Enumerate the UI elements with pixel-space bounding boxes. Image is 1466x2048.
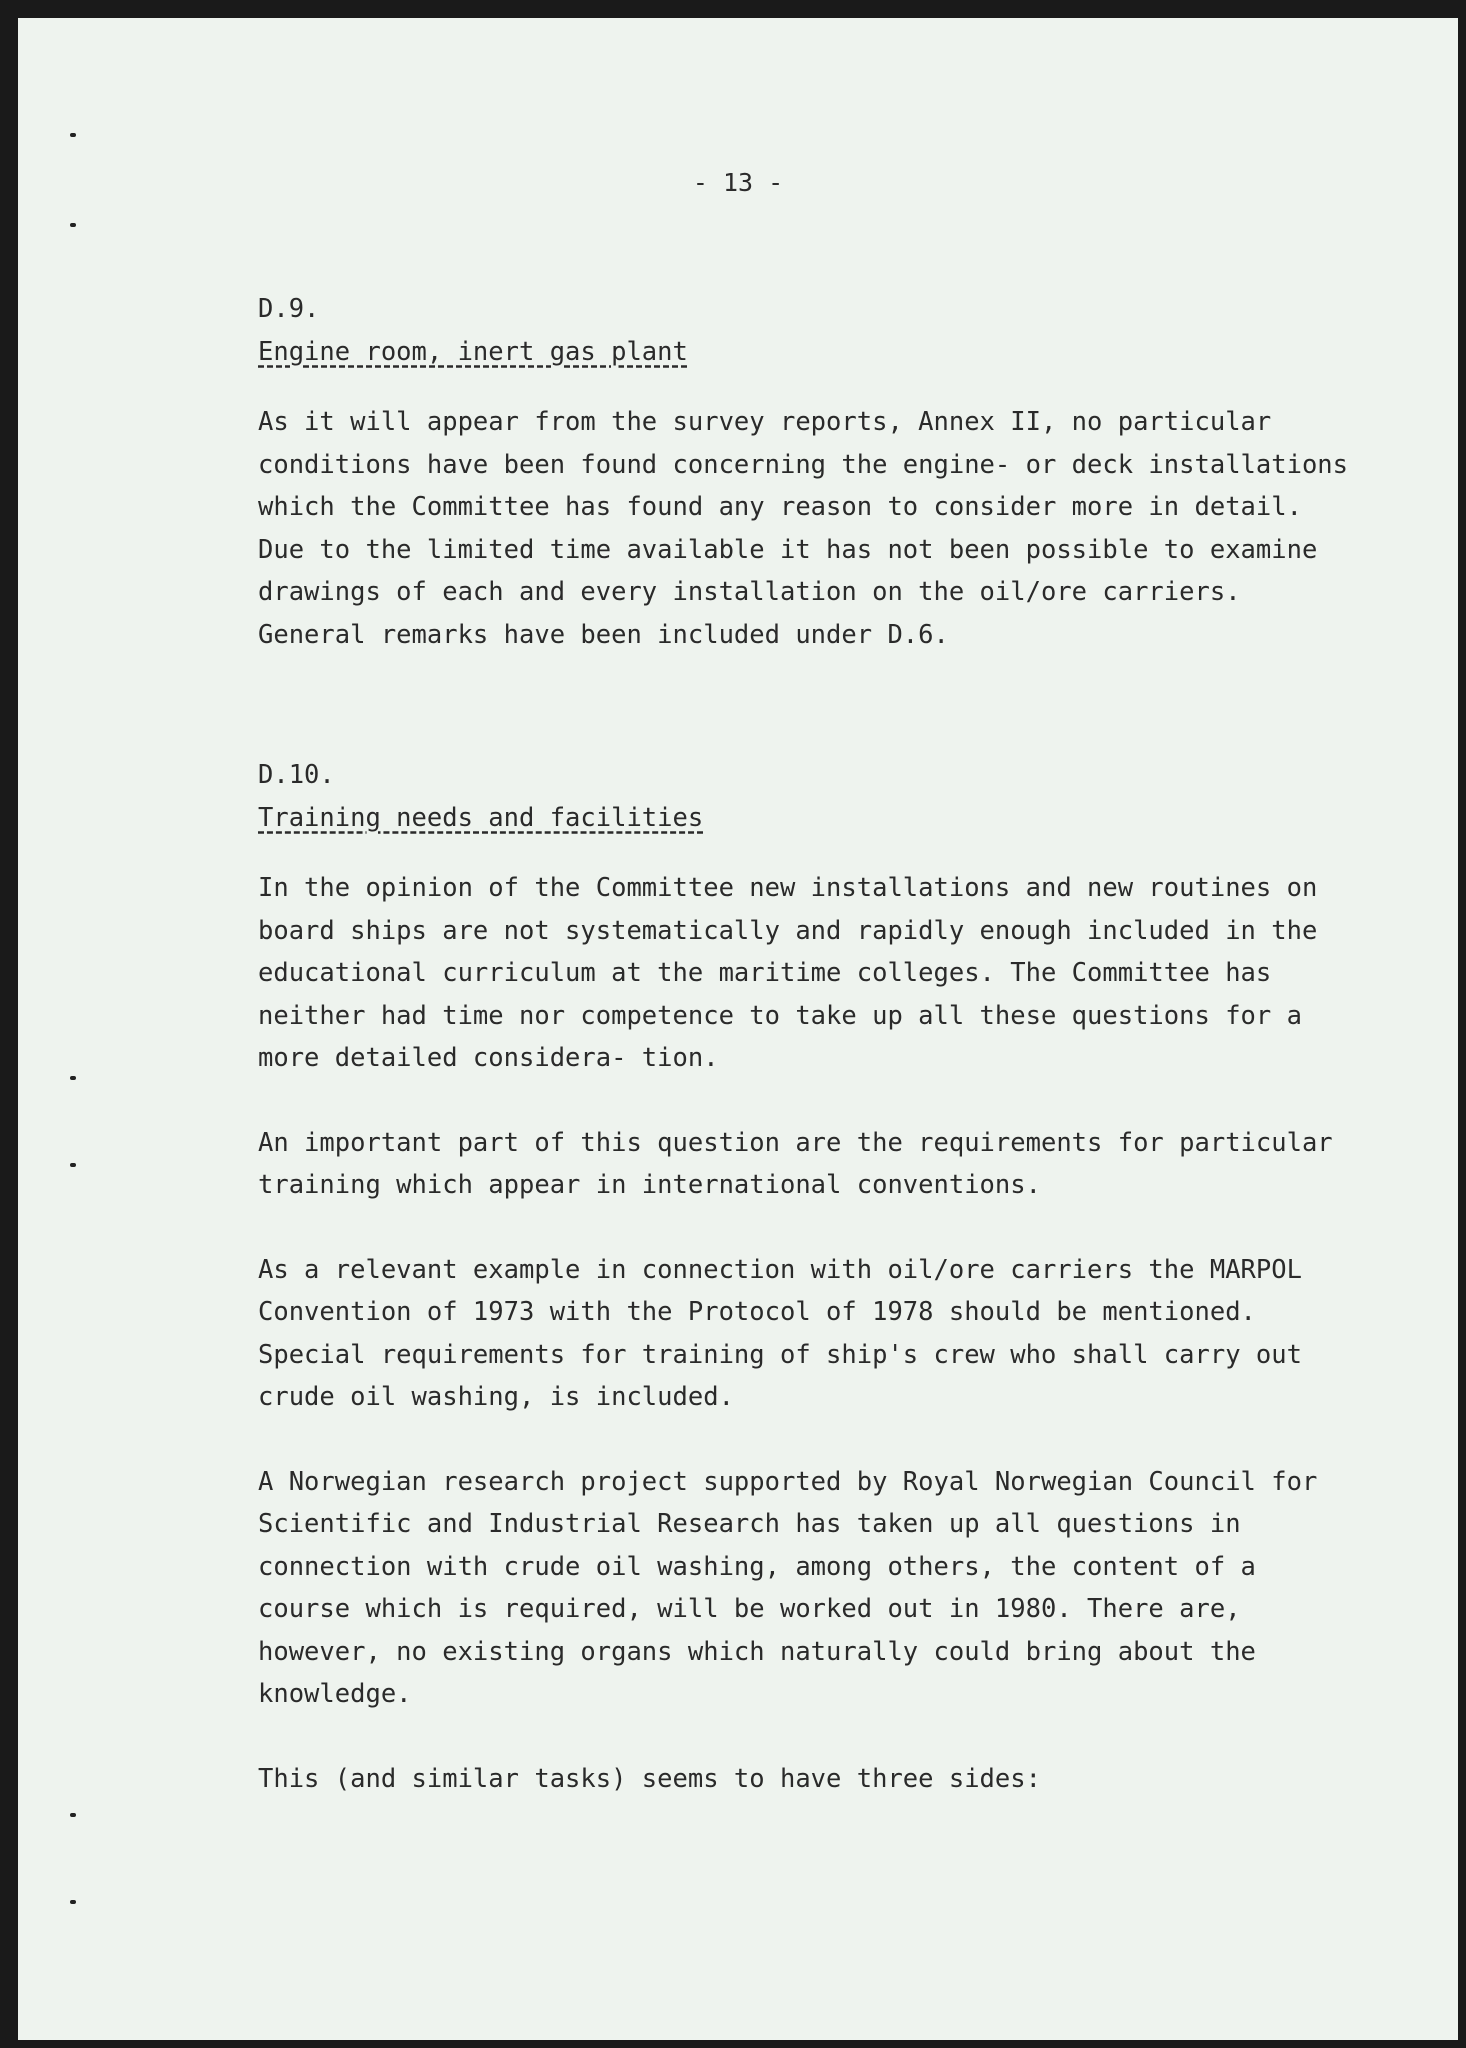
document-body: [258, 288, 1348, 1842]
document-page: [18, 18, 1458, 2040]
section-number: D.9.: [258, 294, 320, 324]
section-number: D.10.: [258, 760, 335, 790]
section-heading: Training needs and facilities: [258, 802, 704, 833]
margin-mark: [70, 1076, 76, 1080]
margin-mark: [70, 133, 76, 137]
paragraph: In the opinion of the Committee new installations and new routines on board ships are not systematically and rapidly enough included in the educational curriculum at the maritime colleges. The Committee has neither had time nor competence to take up all these questions for a more detailed considera- tion.: [258, 873, 1318, 1073]
margin-mark: [70, 1813, 76, 1817]
paragraph: As a relevant example in connection with oil/ore carriers the MARPOL Convention of 1973 with the Protocol of 1978 should be mentioned. Special requirements for training of ship's crew who shall carry out crude oil washing, is included.: [258, 1254, 1302, 1412]
paragraph: As it will appear from the survey reports, Annex II, no particular conditions have been found concerning the engine- or deck installations which the Committee has found any reason to consider more in detail. Due to the limited time available it has not been possible to examine drawings of each and every installation on the oil/ore carriers. General remarks have been included under D.6.: [258, 407, 1349, 650]
paragraph: A Norwegian research project supported by Royal Norwegian Council for Scientific and Industrial Research has taken up all questions in connection with crude oil washing, among others, the content of a course which is required, will be worked out in 1980. There are, however, no existing organs which naturally could bring about the knowledge.: [258, 1466, 1318, 1709]
paragraph: This (and similar tasks) seems to have three sides:: [258, 1763, 1041, 1794]
section-heading: Engine room, inert gas plant: [258, 336, 688, 367]
paragraph: An important part of this question are the requirements for particular training which appear in international conventions.: [258, 1127, 1333, 1200]
section-d9: [258, 288, 1348, 656]
margin-mark: [70, 1163, 76, 1167]
margin-mark: [70, 1900, 76, 1904]
section-d10: [258, 754, 1348, 1800]
margin-mark: [70, 223, 76, 227]
page-number: - 13 -: [692, 168, 784, 197]
